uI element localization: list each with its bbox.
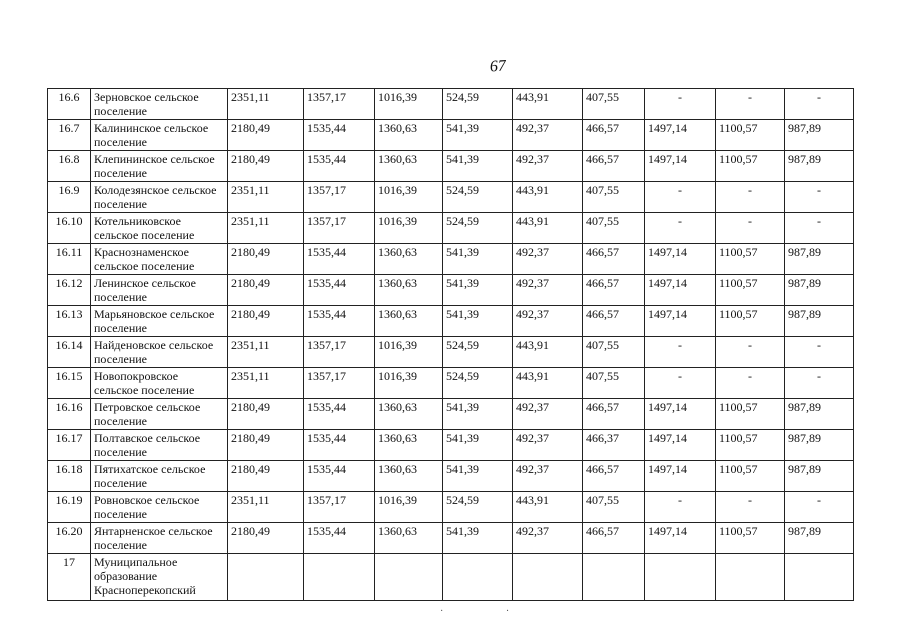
value-cell: 2351,11 [228,213,304,244]
value-cell: 466,57 [583,275,645,306]
value-cell: 524,59 [443,492,513,523]
value-cell: - [716,182,785,213]
value-cell: - [785,213,854,244]
value-cell: 2351,11 [228,492,304,523]
settlement-name: Петровское сельское поселение [91,399,228,430]
table-row [48,151,854,182]
value-cell: 466,57 [583,244,645,275]
value-cell [375,554,443,601]
value-cell: 1497,14 [645,151,716,182]
value-cell [583,554,645,601]
value-cell: 2180,49 [228,399,304,430]
value-cell: 987,89 [785,120,854,151]
value-cell: 2180,49 [228,306,304,337]
value-cell: 1100,57 [716,306,785,337]
value-cell: 1100,57 [716,399,785,430]
value-cell: - [785,182,854,213]
value-cell: 1357,17 [304,368,375,399]
value-cell: 1016,39 [375,182,443,213]
value-cell [645,554,716,601]
value-cell: 2180,49 [228,523,304,554]
value-cell: 1535,44 [304,120,375,151]
value-cell: 987,89 [785,151,854,182]
value-cell: 524,59 [443,182,513,213]
value-cell: 407,55 [583,492,645,523]
value-cell: 407,55 [583,89,645,120]
value-cell: 1360,63 [375,399,443,430]
table-row [48,120,854,151]
row-number: 16.14 [48,337,91,368]
value-cell: 1360,63 [375,244,443,275]
value-cell: 1535,44 [304,306,375,337]
value-cell: 2351,11 [228,337,304,368]
value-cell: 2180,49 [228,461,304,492]
value-cell: 2351,11 [228,89,304,120]
value-cell [513,554,583,601]
settlement-name: Калининское сельское поселение [91,120,228,151]
table-row [48,461,854,492]
value-cell: 987,89 [785,244,854,275]
value-cell: 407,55 [583,368,645,399]
table-row [48,523,854,554]
settlement-name: Ленинское сельское поселение [91,275,228,306]
value-cell: 1357,17 [304,182,375,213]
value-cell: 443,91 [513,89,583,120]
value-cell: 407,55 [583,213,645,244]
value-cell: 1535,44 [304,399,375,430]
value-cell: 2180,49 [228,430,304,461]
settlement-name: Муниципальное образование Красноперекопский [91,554,228,601]
value-cell: 1016,39 [375,368,443,399]
value-cell: 1360,63 [375,151,443,182]
value-cell: 1016,39 [375,337,443,368]
value-cell: 541,39 [443,523,513,554]
value-cell: 1497,14 [645,120,716,151]
value-cell: 443,91 [513,492,583,523]
value-cell: - [645,368,716,399]
value-cell: 2351,11 [228,368,304,399]
settlement-name: Найденовское сельское поселение [91,337,228,368]
value-cell: 541,39 [443,399,513,430]
settlement-name: Полтавское сельское поселение [91,430,228,461]
value-cell: - [645,182,716,213]
value-cell: - [785,89,854,120]
table-row [48,399,854,430]
value-cell: 541,39 [443,120,513,151]
value-cell: - [716,89,785,120]
value-cell: 1100,57 [716,461,785,492]
value-cell: 1535,44 [304,461,375,492]
value-cell: 1360,63 [375,275,443,306]
settlement-name: Зерновское сельское поселение [91,89,228,120]
value-cell [228,554,304,601]
value-cell: 2180,49 [228,151,304,182]
value-cell: 443,91 [513,182,583,213]
table-row [48,368,854,399]
value-cell: 1497,14 [645,275,716,306]
row-number: 16.15 [48,368,91,399]
value-cell: 1357,17 [304,492,375,523]
value-cell: 466,57 [583,120,645,151]
value-cell: 466,57 [583,151,645,182]
value-cell: 1357,17 [304,337,375,368]
table-row [48,244,854,275]
value-cell: 1497,14 [645,306,716,337]
value-cell: 2180,49 [228,120,304,151]
tariff-table [47,88,854,601]
value-cell: 1016,39 [375,89,443,120]
value-cell: 541,39 [443,461,513,492]
value-cell: 492,37 [513,244,583,275]
value-cell: 466,57 [583,461,645,492]
value-cell: - [645,213,716,244]
table-row [48,275,854,306]
table-row [48,306,854,337]
settlement-name: Пятихатское сельское поселение [91,461,228,492]
value-cell: 524,59 [443,89,513,120]
scan-artifact: · · [440,606,540,617]
table-row [48,430,854,461]
row-number: 16.17 [48,430,91,461]
value-cell: 1360,63 [375,461,443,492]
value-cell: 1497,14 [645,399,716,430]
value-cell [785,554,854,601]
value-cell: 1016,39 [375,213,443,244]
value-cell: 1357,17 [304,89,375,120]
value-cell: 1535,44 [304,430,375,461]
page-number: 67 [489,57,507,76]
row-number: 16.19 [48,492,91,523]
value-cell: 466,57 [583,399,645,430]
value-cell: 1360,63 [375,306,443,337]
value-cell: 541,39 [443,275,513,306]
table-row [48,89,854,120]
value-cell: 1100,57 [716,244,785,275]
value-cell: 987,89 [785,275,854,306]
value-cell: 1360,63 [375,120,443,151]
value-cell [304,554,375,601]
value-cell: 1497,14 [645,430,716,461]
value-cell: 2180,49 [228,275,304,306]
value-cell: 1100,57 [716,120,785,151]
value-cell: 492,37 [513,461,583,492]
value-cell: 1497,14 [645,244,716,275]
value-cell: 987,89 [785,461,854,492]
value-cell: 1360,63 [375,523,443,554]
value-cell: - [716,492,785,523]
value-cell: - [716,213,785,244]
value-cell: 443,91 [513,337,583,368]
row-number: 16.10 [48,213,91,244]
value-cell: 987,89 [785,306,854,337]
value-cell: 541,39 [443,151,513,182]
settlement-name: Котельниковское сельское поселение [91,213,228,244]
settlement-name: Колодезянское сельское поселение [91,182,228,213]
value-cell: 1100,57 [716,151,785,182]
value-cell: 466,37 [583,430,645,461]
value-cell: 1100,57 [716,275,785,306]
row-number: 16.18 [48,461,91,492]
value-cell: - [716,337,785,368]
value-cell: - [716,368,785,399]
value-cell: 1357,17 [304,213,375,244]
settlement-name: Марьяновское сельское поселение [91,306,228,337]
value-cell: - [645,492,716,523]
table-row [48,213,854,244]
value-cell: 541,39 [443,430,513,461]
value-cell: - [645,337,716,368]
row-number: 16.13 [48,306,91,337]
value-cell: 2351,11 [228,182,304,213]
settlement-name: Новопокровское сельское поселение [91,368,228,399]
settlement-name: Ровновское сельское поселение [91,492,228,523]
value-cell: 1535,44 [304,275,375,306]
row-number: 16.12 [48,275,91,306]
value-cell: 492,37 [513,306,583,337]
value-cell: 541,39 [443,244,513,275]
settlement-name: Краснознаменское сельское поселение [91,244,228,275]
row-number: 16.9 [48,182,91,213]
value-cell: - [785,492,854,523]
row-number: 16.7 [48,120,91,151]
value-cell: 492,37 [513,399,583,430]
value-cell: 1100,57 [716,430,785,461]
value-cell: - [785,337,854,368]
value-cell: 492,37 [513,151,583,182]
value-cell: 1497,14 [645,523,716,554]
table-row [48,337,854,368]
value-cell: 524,59 [443,213,513,244]
value-cell: 987,89 [785,523,854,554]
value-cell: 1016,39 [375,492,443,523]
value-cell: 492,37 [513,523,583,554]
value-cell: 1100,57 [716,523,785,554]
value-cell: 524,59 [443,368,513,399]
value-cell: 492,37 [513,120,583,151]
value-cell: 1535,44 [304,244,375,275]
row-number: 16.8 [48,151,91,182]
value-cell: 2180,49 [228,244,304,275]
table-body [48,89,854,601]
value-cell: 407,55 [583,182,645,213]
value-cell [443,554,513,601]
table-row [48,182,854,213]
row-number: 16.20 [48,523,91,554]
value-cell: 1535,44 [304,523,375,554]
row-number: 16.6 [48,89,91,120]
value-cell: 987,89 [785,399,854,430]
value-cell: 407,55 [583,337,645,368]
row-number: 17 [48,554,91,601]
value-cell: 466,57 [583,523,645,554]
value-cell: 1535,44 [304,151,375,182]
value-cell: 492,37 [513,430,583,461]
value-cell: 1497,14 [645,461,716,492]
value-cell: 492,37 [513,275,583,306]
value-cell [716,554,785,601]
settlement-name: Янтарненское сельское поселение [91,523,228,554]
value-cell: 466,57 [583,306,645,337]
value-cell: 443,91 [513,213,583,244]
value-cell: 987,89 [785,430,854,461]
row-number: 16.11 [48,244,91,275]
settlement-name: Клепининское сельское поселение [91,151,228,182]
value-cell: 1360,63 [375,430,443,461]
value-cell: 524,59 [443,337,513,368]
value-cell: 541,39 [443,306,513,337]
value-cell: 443,91 [513,368,583,399]
table-row [48,492,854,523]
row-number: 16.16 [48,399,91,430]
value-cell: - [785,368,854,399]
value-cell: - [645,89,716,120]
table-row [48,554,854,601]
